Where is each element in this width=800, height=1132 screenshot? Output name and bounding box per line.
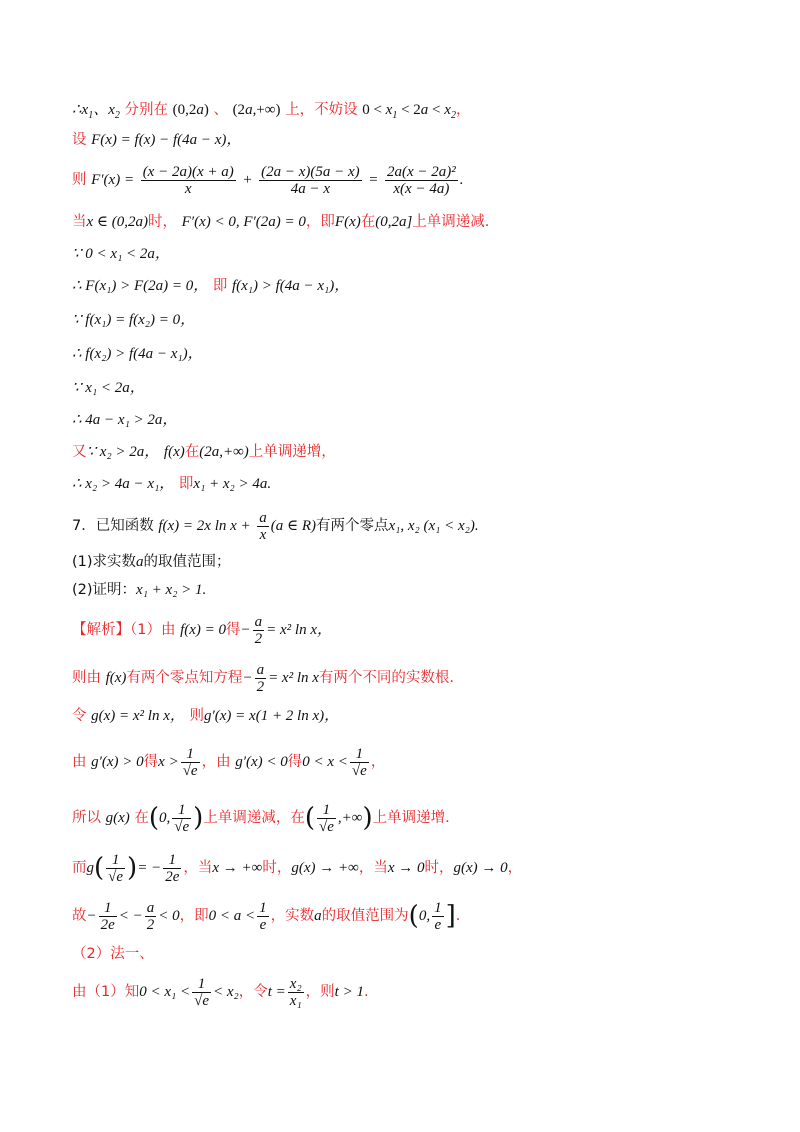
math-expression: g(x) [105,810,130,826]
text-span: 上单调递减，在 [203,810,305,826]
math-expression: g(x) = x² ln x， [91,708,185,724]
left-paren: ( [408,901,419,931]
math-expression: ∴ x₂ > 4a − x₁， [72,476,175,492]
method-heading [72,944,740,964]
fraction-denominator: √e [108,868,124,885]
fraction [288,976,304,1009]
text-span: 时， [424,860,454,876]
text-line [72,276,740,296]
fraction-numerator: (x − 2a)(x + a) [142,163,234,180]
text-line [72,244,740,264]
math-expression: 0, [418,908,431,924]
math-expression: 0, [159,810,171,826]
left-paren: ( [94,853,105,883]
text-span: 的取值范围为 [321,908,409,924]
math-expression: (2a,+∞) [199,444,249,460]
fraction-denominator: x [184,180,192,197]
text-span: 故 [72,908,87,924]
text-span: ， [455,102,471,118]
right-paren: ] [445,901,456,931]
left-paren: ( [148,803,160,833]
fraction [385,164,458,197]
text-span: 而 [72,860,87,876]
math-expression: g(x) → 0 [453,860,508,876]
math-expression: f(x) = 2x ln x + [158,518,251,534]
math-expression: g′(x) > 0 [91,754,144,770]
text-span: 则由 [72,670,101,686]
fraction-denominator: √e [351,762,367,779]
text-line [72,894,740,938]
fraction-denominator: 2e [100,916,115,933]
text-span: 7．已知函数 [72,518,154,534]
math-expression: = x² ln x， [266,622,333,638]
fraction [255,662,267,695]
text-span: 设 [72,132,87,148]
math-expression: f(x) [163,444,185,460]
text-span: . [455,908,461,924]
math-expression: < x₂ [213,984,239,1000]
left-paren: ( [304,803,315,833]
math-expression: = [368,172,379,188]
fraction-denominator: 2 [146,916,155,933]
text-line [72,212,740,232]
math-expression: $\therefore x_1$、$x_2$ [72,102,120,121]
text-line [72,160,740,200]
fraction-numerator: a [256,661,265,678]
math-expression: a [314,908,322,924]
text-line [72,796,740,840]
text-span: 时， [262,860,292,876]
fraction [106,852,125,885]
text-span: ， [507,860,523,876]
text-span: 当 [72,214,87,230]
math-expression: f(x₁) > f(4a − x₁)， [231,278,350,294]
fraction-denominator: e [434,916,442,933]
right-paren: ) [193,803,204,833]
math-expression: $0 < x_1 < 2a < x_2$ [362,102,456,121]
text-span: 分别在 [124,102,168,118]
text-line [72,442,740,462]
fraction [181,746,200,779]
math-expression: x ∈ (0,2a) [86,214,149,230]
fraction [257,900,269,933]
text-span: 在 [134,810,149,826]
text-span: 又 [72,444,87,460]
fraction-numerator: 1 [350,746,369,763]
math-expression: < 0 [158,908,180,924]
math-expression: − [240,622,251,638]
fraction-denominator: x(x − 4a) [393,180,450,197]
right-paren: ) [362,803,373,833]
text-span: 时， [148,214,178,230]
solution-heading [72,612,740,648]
text-span: 所以 [72,810,101,826]
text-line [72,310,740,330]
fraction [257,510,269,543]
fraction-denominator: 4a − x [290,180,330,197]
math-expression: x → +∞ [212,860,263,876]
problem-statement [72,508,740,544]
math-expression: ∵ 0 < x₁ < 2a， [72,246,170,262]
text-line [72,474,740,494]
math-expression: t > 1 [334,984,364,1000]
text-line [72,972,740,1012]
fraction [192,976,211,1009]
fraction [350,746,369,779]
text-span: ，当 [358,860,388,876]
text-span: （2）法一、 [72,946,154,962]
math-expression: − [86,908,97,924]
text-span: 即 [212,278,228,294]
fraction-numerator: a [259,509,267,526]
fraction-numerator: 1 [99,900,117,917]
text-span: 上单调递增， [248,444,336,460]
text-line [72,742,740,782]
math-expression: − [242,670,253,686]
text-line [72,130,740,150]
text-line [72,706,740,726]
math-expression: + [242,172,253,188]
math-expression: a [136,554,144,570]
text-span: 有两个零点 [316,518,389,534]
math-expression: ,+∞ [337,810,363,826]
fraction [141,164,236,197]
fraction-denominator: 2 [256,678,265,695]
text-span: ，即 [179,908,209,924]
math-expression: f(x) = 0 [180,622,227,638]
text-span: (1)求实数 [72,554,137,570]
fraction-numerator: 1 [106,852,125,869]
text-span: 由 [72,754,87,770]
math-expression: g(x) → +∞ [291,860,359,876]
math-expression: (0,2a) [172,102,209,118]
math-expression: x₁ + x₂ > 1. [136,582,207,598]
math-expression: 0 < x₁ < [139,984,191,1000]
math-expression: = − [137,860,162,876]
fraction [99,900,117,933]
text-span: 得 [287,754,303,770]
math-expression: x → 0 [387,860,425,876]
fraction-numerator: 1 [181,746,200,763]
math-expression: F′(x) < 0, F′(2a) = 0 [181,214,306,230]
fraction-numerator: 1 [172,802,191,819]
right-paren: ) [127,853,138,883]
problem-part-2 [72,580,740,600]
math-expression: (a ∈ R) [270,518,317,534]
text-span: 【解析】（1）由 [72,622,176,638]
text-span: ， [370,754,386,770]
fraction-denominator: √e [174,818,190,835]
math-expression: ∵ x₁ < 2a， [72,380,145,396]
fraction-numerator: a [146,899,155,916]
math-expression: . [459,172,464,188]
text-span: 上单调递减. [412,214,490,230]
fraction [145,900,157,933]
fraction-numerator: 1 [434,899,442,916]
fraction-numerator: x₂ [289,975,302,992]
text-span: 则 [72,172,87,188]
math-expression: (0,2a] [375,214,413,230]
text-span: ，即 [305,214,335,230]
text-span: 的取值范围； [143,554,231,570]
math-expression: ∴ 4a − x₁ > 2a， [72,412,178,428]
math-expression: f(x) [105,670,127,686]
fraction-denominator: √e [182,762,198,779]
math-expression: < − [118,908,143,924]
text-line [72,344,740,364]
text-span: ，令 [238,984,268,1000]
math-expression: x₁ + x₂ > 4a. [193,476,272,492]
text-span: 在 [184,444,200,460]
text-line [72,660,740,696]
text-span: 得 [226,622,241,638]
fraction-numerator: (2a − x)(5a − x) [261,163,360,180]
math-expression: x₁, x₂ (x₁ < x₂). [388,518,479,534]
text-span: 上单调递增. [372,810,450,826]
math-expression: ∵ f(x₁) = f(x₂) = 0， [72,312,196,328]
text-span: ，实数 [270,908,315,924]
math-expression: F′(x) = [91,172,135,188]
fraction [253,614,265,647]
text-span: 由（1）知 [72,984,140,1000]
text-span: 有两个零点知方程 [126,670,243,686]
fraction [163,852,181,885]
math-expression: t = [267,984,286,1000]
fraction-numerator: 1 [163,852,181,869]
fraction-denominator: 2e [165,868,180,885]
fraction-denominator: x₁ [289,992,302,1009]
text-line [72,846,740,890]
math-expression: ∵ x₂ > 2a， [86,444,160,460]
math-expression: ∴ f(x₂) > f(4a − x₁)， [72,346,203,362]
text-span: ，当 [183,860,213,876]
math-expression: F(x) = f(x) − f(4a − x)， [91,132,242,148]
text-span: (2)证明： [72,582,137,598]
fraction-numerator: 1 [192,976,211,993]
fraction-denominator: 2 [254,630,263,647]
math-expression: g′(x) = x(1 + 2 ln x)， [203,708,340,724]
math-expression: = x² ln x [268,670,319,686]
math-expression: 0 < a < [208,908,256,924]
text-span: 上，不妨设 [285,102,358,118]
text-line [72,100,740,126]
math-expression: F(x) [334,214,361,230]
text-span: 在 [360,214,376,230]
text-span: 令 [72,708,87,724]
math-expression: g [86,860,94,876]
problem-part-1 [72,552,740,572]
fraction-numerator: 2a(x − 2a)² [386,163,456,180]
text-line [72,410,740,430]
fraction-numerator: a [254,613,263,630]
text-span: 、 [213,102,228,118]
text-span: 则 [189,708,204,724]
text-span: 得 [143,754,159,770]
fraction-denominator: √e [318,818,334,835]
text-span: 有两个不同的实数根. [318,670,455,686]
fraction [432,900,444,933]
text-span: 即 [178,476,194,492]
math-expression: 0 < x < [302,754,348,770]
fraction [172,802,191,835]
fraction [259,164,362,197]
fraction-numerator: 1 [317,802,336,819]
fraction-denominator: √e [194,992,209,1009]
fraction [317,802,336,835]
text-line [72,378,740,398]
math-expression: (2a,+∞) [232,102,281,118]
math-expression: x > [158,754,179,770]
fraction-numerator: 1 [259,899,267,916]
text-span: ，由 [201,754,231,770]
text-span: ，则 [305,984,335,1000]
math-expression: ∴ F(x₁) > F(2a) = 0， [72,278,209,294]
fraction-denominator: x [259,526,267,543]
fraction-denominator: e [259,916,267,933]
math-expression: g′(x) < 0 [235,754,288,770]
text-span: . [363,984,369,1000]
